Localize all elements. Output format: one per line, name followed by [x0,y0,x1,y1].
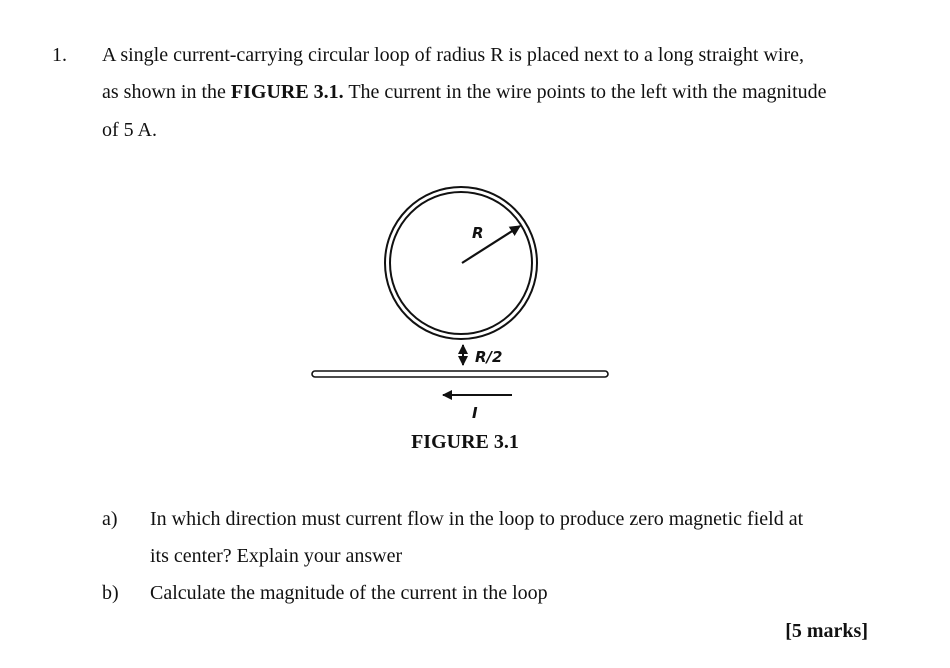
current-loop-inner [390,192,532,334]
part-a-line-2: its center? Explain your answer [150,545,403,567]
straight-wire [312,371,608,377]
figure-reference: FIGURE 3.1. [230,81,344,103]
figure-caption-text: FIGURE 3.1 [411,431,519,453]
part-b-label: b) [102,582,119,604]
current-label: I [472,404,478,422]
part-a-label: a) [102,508,118,530]
radius-arrow [462,226,520,263]
question-line-1: A single current-carrying circular loop of radius R is placed next to a long straight wire, [102,44,805,66]
part-b-line-1: Calculate the magnitude of the current in the loop [150,582,548,604]
part-a-line-1: In which direction must current flow in the loop to produce zero magnetic field at [150,508,804,530]
current-loop-outer [385,187,537,339]
question-line-2-pre: as shown in the [102,81,231,103]
question-line-2-post: The current in the wire points to the left with the magnitude [343,81,827,103]
radius-label: R [472,224,484,242]
gap-label: R/2 [475,348,503,366]
question-line-2 [102,73,827,111]
question-line-3: of 5 A. [102,119,157,141]
figure-3-1-diagram [300,180,630,440]
question-number: 1. [52,44,67,66]
figure-caption [0,423,930,461]
marks-allocation: [5 marks] [785,620,868,642]
